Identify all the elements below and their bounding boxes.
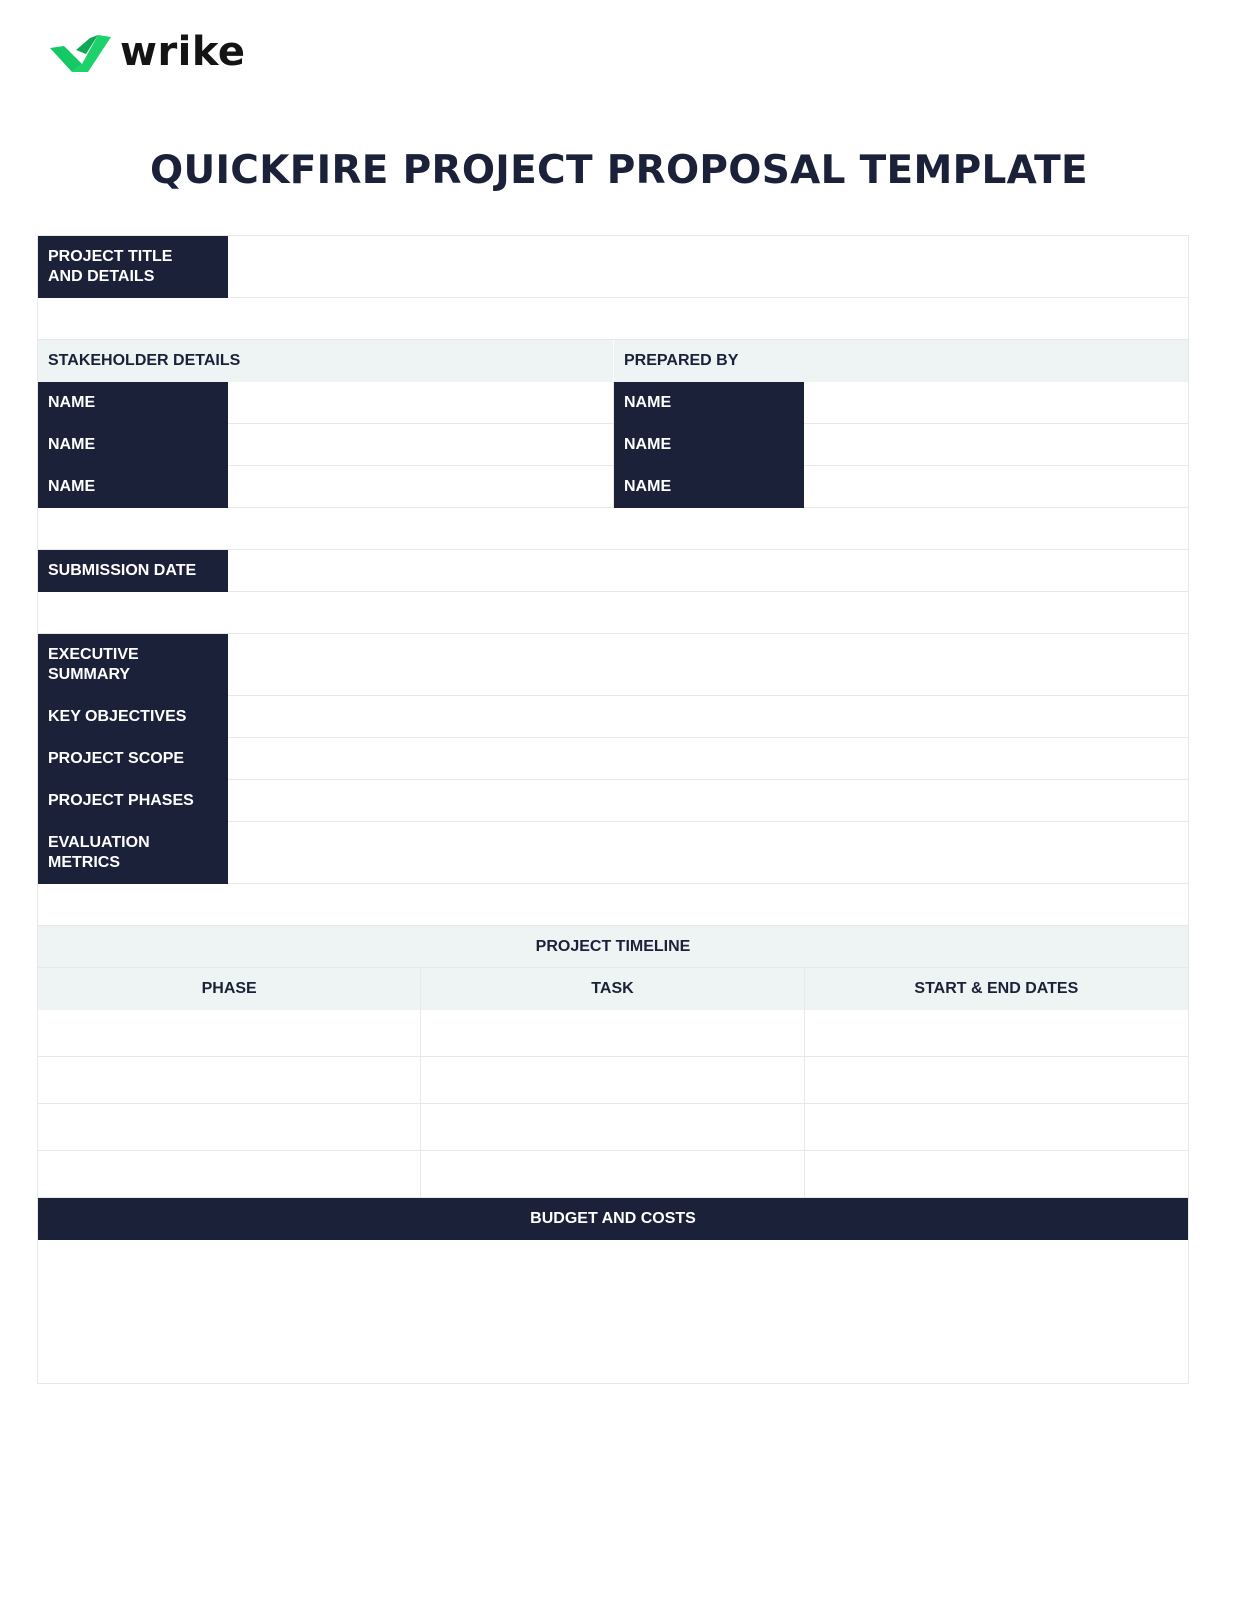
- prepared-by-heading: PREPARED BY: [613, 340, 1188, 382]
- key-objectives-field[interactable]: [228, 696, 1188, 737]
- project-title-field[interactable]: [228, 236, 1188, 297]
- evaluation-metrics-field[interactable]: [228, 822, 1188, 883]
- task-cell[interactable]: [421, 1057, 804, 1103]
- stakeholder-name-field[interactable]: [228, 424, 613, 465]
- project-title-label-line2: AND DETAILS: [48, 268, 155, 285]
- dates-cell[interactable]: [805, 1151, 1188, 1197]
- budget-heading: BUDGET AND COSTS: [38, 1198, 1188, 1240]
- column-header-phase: PHASE: [38, 968, 421, 1010]
- task-cell[interactable]: [421, 1010, 804, 1056]
- timeline-row: [38, 1057, 1188, 1104]
- page-title: QUICKFIRE PROJECT PROPOSAL TEMPLATE: [150, 148, 1088, 193]
- task-cell[interactable]: [421, 1104, 804, 1150]
- prepared-name-label: NAME: [614, 466, 804, 508]
- project-scope-field[interactable]: [228, 738, 1188, 779]
- column-header-dates: START & END DATES: [805, 968, 1188, 1010]
- phase-cell[interactable]: [38, 1010, 421, 1056]
- name-row: [38, 382, 1188, 424]
- timeline-row: [38, 1151, 1188, 1198]
- timeline-row: [38, 1104, 1188, 1151]
- timeline-heading: PROJECT TIMELINE: [38, 926, 1188, 968]
- evaluation-metrics-label: [38, 822, 228, 884]
- dates-cell[interactable]: [805, 1104, 1188, 1150]
- wrike-check-icon: [50, 32, 112, 72]
- spacer-row: [38, 508, 1188, 550]
- phase-cell[interactable]: [38, 1104, 421, 1150]
- section-row: [38, 738, 1188, 780]
- phase-cell[interactable]: [38, 1057, 421, 1103]
- stakeholder-heading: STAKEHOLDER DETAILS: [38, 340, 613, 382]
- section-label-line1: EXECUTIVE: [48, 646, 139, 663]
- spacer-row: [38, 298, 1188, 340]
- section-row: [38, 780, 1188, 822]
- wrike-logo: [50, 30, 246, 74]
- section-row: [38, 634, 1188, 696]
- prepared-name-field[interactable]: [804, 466, 1188, 507]
- phase-cell[interactable]: [38, 1151, 421, 1197]
- stakeholder-name-field[interactable]: [228, 466, 613, 507]
- key-objectives-label: KEY OBJECTIVES: [38, 696, 228, 738]
- prepared-name-label: NAME: [614, 424, 804, 466]
- submission-date-field[interactable]: [228, 550, 1188, 591]
- task-cell[interactable]: [421, 1151, 804, 1197]
- name-row: [38, 424, 1188, 466]
- spacer-row: [38, 592, 1188, 634]
- executive-summary-label: [38, 634, 228, 696]
- submission-date-label: SUBMISSION DATE: [38, 550, 228, 592]
- stakeholder-name-label: NAME: [38, 382, 228, 424]
- proposal-form: [37, 235, 1189, 1384]
- timeline-header-row: [38, 968, 1188, 1010]
- section-row: [38, 822, 1188, 884]
- project-title-label: [38, 236, 228, 298]
- budget-field[interactable]: [38, 1240, 1188, 1383]
- prepared-name-field[interactable]: [804, 382, 1188, 423]
- project-scope-label: PROJECT SCOPE: [38, 738, 228, 780]
- section-label-line2: METRICS: [48, 854, 120, 871]
- section-row: [38, 696, 1188, 738]
- project-phases-label: PROJECT PHASES: [38, 780, 228, 822]
- name-row: [38, 466, 1188, 508]
- spacer-row: [38, 884, 1188, 926]
- section-label-line2: SUMMARY: [48, 666, 131, 683]
- project-title-row: [38, 236, 1188, 298]
- prepared-name-label: NAME: [614, 382, 804, 424]
- submission-row: [38, 550, 1188, 592]
- prepared-name-field[interactable]: [804, 424, 1188, 465]
- timeline-row: [38, 1010, 1188, 1057]
- stakeholder-name-field[interactable]: [228, 382, 613, 423]
- project-phases-field[interactable]: [228, 780, 1188, 821]
- stakeholder-name-label: NAME: [38, 466, 228, 508]
- executive-summary-field[interactable]: [228, 634, 1188, 695]
- stakeholder-band: [38, 340, 1188, 382]
- brand-name: wrike: [120, 29, 246, 75]
- column-header-task: TASK: [421, 968, 804, 1010]
- stakeholder-name-label: NAME: [38, 424, 228, 466]
- dates-cell[interactable]: [805, 1010, 1188, 1056]
- section-label-line1: EVALUATION: [48, 834, 150, 851]
- dates-cell[interactable]: [805, 1057, 1188, 1103]
- project-title-label-line1: PROJECT TITLE: [48, 248, 173, 265]
